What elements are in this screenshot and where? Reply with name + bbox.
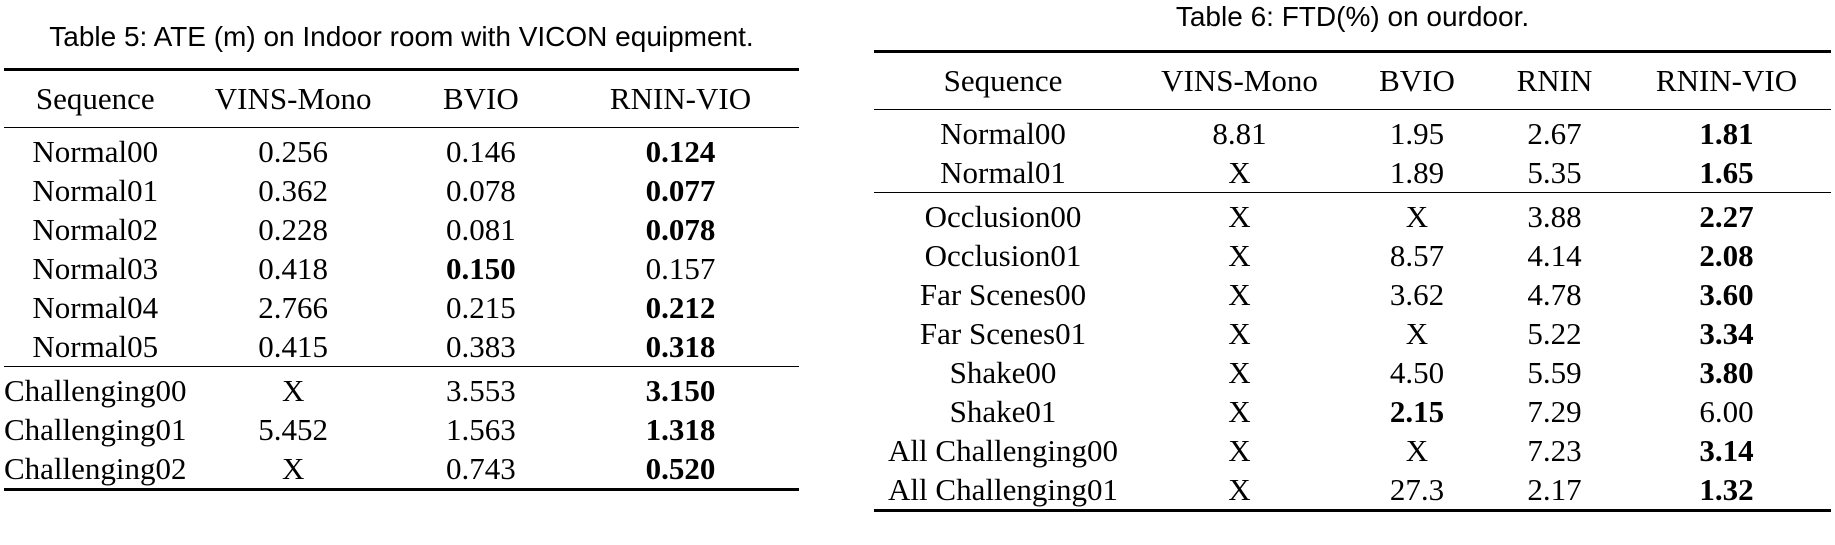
table-cell: X [1228, 277, 1251, 312]
table-cell: 3.150 [645, 373, 716, 408]
table-cell: 4.14 [1527, 238, 1582, 273]
table-cell: 5.59 [1527, 355, 1582, 390]
table-cell: 0.157 [645, 251, 716, 286]
table-row [874, 353, 1831, 392]
table-row [874, 236, 1831, 275]
table-cell: 0.228 [258, 212, 329, 247]
table-cell: 2.766 [258, 290, 329, 325]
table-cell: X [1228, 433, 1251, 468]
table-cell: 0.383 [446, 329, 516, 364]
table-cell: X [281, 451, 305, 486]
table-cell: 4.78 [1527, 277, 1582, 312]
table-row [4, 249, 799, 288]
table-cell: 1.95 [1389, 116, 1445, 151]
table5-header-row [4, 70, 799, 128]
table-cell: 2.08 [1699, 238, 1754, 273]
table6-header-sequence: Sequence [943, 63, 1063, 98]
table-cell: 8.57 [1389, 238, 1445, 273]
table-row [874, 314, 1831, 353]
table-cell: 0.078 [645, 212, 716, 247]
table-cell: 3.62 [1389, 277, 1445, 312]
table-cell: 1.32 [1699, 472, 1754, 507]
table-row [4, 367, 799, 411]
table-cell: 0.318 [645, 329, 716, 364]
table-row [4, 327, 799, 367]
table-cell: 3.60 [1699, 277, 1754, 312]
table-cell: 5.452 [258, 412, 329, 447]
table-cell: Challenging01 [4, 412, 187, 447]
table6-caption: Table 6: FTD(%) on ourdoor. [1175, 1, 1530, 32]
table6-header-rnin-vio: RNIN-VIO [1655, 63, 1798, 98]
table-cell: 2.17 [1527, 472, 1582, 507]
table-cell: All Challenging00 [888, 433, 1118, 468]
table-cell: 27.3 [1389, 472, 1445, 507]
table-cell: X [1228, 394, 1251, 429]
table5-header-bvio: BVIO [442, 81, 519, 116]
table6 [874, 50, 1831, 512]
table-cell: X [1405, 199, 1429, 234]
table-cell: 2.15 [1389, 394, 1445, 429]
table-cell: 1.563 [446, 412, 516, 447]
table-cell: Shake00 [949, 355, 1057, 390]
table-cell: 3.14 [1699, 433, 1754, 468]
table-cell: X [1228, 355, 1251, 390]
table-cell: Challenging00 [4, 373, 187, 408]
table-row [4, 288, 799, 327]
table5-header-sequence: Sequence [35, 81, 155, 116]
table-cell: Normal02 [32, 212, 159, 247]
table-cell: All Challenging01 [888, 472, 1118, 507]
table-cell: 0.124 [645, 134, 716, 169]
table-cell: 0.743 [446, 451, 516, 486]
table-cell: 0.077 [645, 173, 716, 208]
table-cell: Occlusion00 [924, 199, 1082, 234]
table-cell: Normal03 [32, 251, 159, 286]
table-row [874, 153, 1831, 193]
table-cell: 3.88 [1527, 199, 1582, 234]
table-cell: 0.078 [446, 173, 516, 208]
table-cell: 5.35 [1527, 155, 1582, 190]
table-cell: Shake01 [949, 394, 1057, 429]
table-cell: 7.29 [1527, 394, 1582, 429]
table5-header-vins-mono: VINS-Mono [214, 81, 372, 116]
table-cell: 0.362 [258, 173, 329, 208]
table-cell: 0.256 [258, 134, 329, 169]
table-cell: X [1228, 155, 1251, 190]
table-cell: Normal04 [32, 290, 159, 325]
table-cell: 1.65 [1699, 155, 1754, 190]
table-row [874, 470, 1831, 511]
table-cell: 0.146 [446, 134, 516, 169]
table-cell: Normal00 [940, 116, 1066, 151]
table6-header-vins-mono: VINS-Mono [1161, 63, 1318, 98]
table-cell: Normal05 [32, 329, 159, 364]
table5-block [4, 20, 799, 491]
table-cell: 1.318 [645, 412, 716, 447]
table-cell: Normal01 [940, 155, 1066, 190]
table-cell: X [1228, 316, 1251, 351]
table-cell: Normal00 [32, 134, 159, 169]
table-cell: X [1228, 472, 1251, 507]
table-cell: 0.150 [446, 251, 516, 286]
table-cell: Occlusion01 [924, 238, 1082, 273]
table-cell: 0.520 [645, 451, 716, 486]
table6-block [874, 0, 1831, 512]
table-cell: 0.212 [645, 290, 716, 325]
table-cell: X [1405, 316, 1429, 351]
table-cell: Far Scenes01 [919, 316, 1087, 351]
table-row [4, 128, 799, 172]
table6-header-rnin: RNIN [1516, 63, 1593, 98]
table-cell: Challenging02 [4, 451, 187, 486]
table-cell: 7.23 [1527, 433, 1582, 468]
table6-header-row [874, 52, 1831, 110]
table-cell: 6.00 [1699, 394, 1754, 429]
table-cell: 0.415 [258, 329, 329, 364]
table-cell: X [1228, 199, 1251, 234]
table-cell: 0.418 [258, 251, 329, 286]
table-cell: 8.81 [1212, 116, 1267, 151]
table-cell: 3.80 [1699, 355, 1754, 390]
table-row [4, 210, 799, 249]
table-row [4, 410, 799, 449]
table-cell: X [281, 373, 305, 408]
table-cell: X [1228, 238, 1251, 273]
table-cell: 3.34 [1699, 316, 1754, 351]
table-row [874, 193, 1831, 237]
table-cell: 1.81 [1699, 116, 1754, 151]
table-cell: 3.553 [446, 373, 516, 408]
table-cell: 5.22 [1527, 316, 1582, 351]
table-row [874, 431, 1831, 470]
table-cell: 1.89 [1389, 155, 1445, 190]
table-cell: 2.27 [1699, 199, 1754, 234]
table-cell: 4.50 [1389, 355, 1445, 390]
table-row [4, 171, 799, 210]
table5-header-rnin-vio: RNIN-VIO [609, 81, 752, 116]
table5 [4, 68, 799, 491]
table-cell: Normal01 [32, 173, 159, 208]
table-cell: Far Scenes00 [919, 277, 1087, 312]
table-cell: 0.215 [446, 290, 516, 325]
table-row [4, 449, 799, 490]
table-row [874, 110, 1831, 154]
table-row [874, 275, 1831, 314]
table-cell: 2.67 [1527, 116, 1582, 151]
table-row [874, 392, 1831, 431]
table5-caption: Table 5: ATE (m) on Indoor room with VICON equipment. [49, 21, 754, 52]
table-cell: 0.081 [446, 212, 516, 247]
table-cell: X [1405, 433, 1429, 468]
table6-header-bvio: BVIO [1379, 63, 1455, 98]
